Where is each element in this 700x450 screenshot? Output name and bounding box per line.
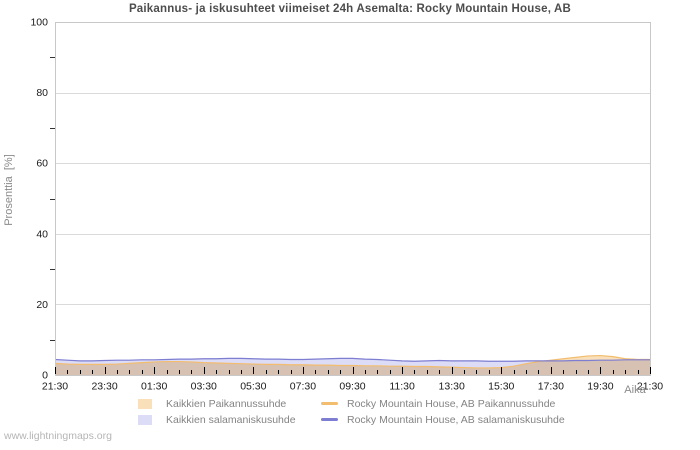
- svg-text:09:30: 09:30: [339, 380, 366, 393]
- legend-area-swatch: [138, 399, 152, 409]
- svg-text:60: 60: [36, 157, 48, 170]
- x-axis-label: Aika: [624, 384, 646, 396]
- watermark: www.lightningmaps.org: [4, 430, 112, 442]
- legend-area-swatch: [138, 415, 152, 425]
- legend-label: Kaikkien salamaniskusuhde: [166, 413, 296, 426]
- legend-label: Kaikkien Paikannussuhde: [166, 397, 287, 410]
- svg-text:13:30: 13:30: [438, 380, 465, 393]
- svg-text:80: 80: [36, 87, 48, 100]
- svg-text:11:30: 11:30: [389, 380, 415, 393]
- chart-title: Paikannus- ja iskusuhteet viimeiset 24h Asemalta: Rocky Mountain House, AB: [128, 3, 572, 15]
- svg-text:20: 20: [36, 298, 48, 311]
- legend-label: Rocky Mountain House, AB Paikannussuhde: [347, 397, 556, 410]
- svg-text:07:30: 07:30: [289, 380, 317, 393]
- svg-text:05:30: 05:30: [240, 380, 267, 393]
- svg-text:21:30: 21:30: [636, 380, 664, 393]
- legend-item: [321, 397, 565, 410]
- svg-text:21:30: 21:30: [41, 380, 69, 393]
- svg-text:23:30: 23:30: [91, 380, 118, 393]
- svg-text:100: 100: [30, 16, 48, 29]
- legend-item: [321, 413, 565, 426]
- legend: [138, 397, 565, 426]
- svg-text:19:30: 19:30: [587, 380, 614, 393]
- svg-text:15:30: 15:30: [488, 380, 515, 393]
- legend-line-swatch: [321, 402, 338, 405]
- svg-text:03:30: 03:30: [190, 380, 217, 393]
- svg-text:40: 40: [36, 228, 48, 241]
- y-axis-label: Prosenttia [%]: [3, 154, 15, 226]
- legend-label: Rocky Mountain House, AB salamaniskusuhde: [347, 413, 565, 426]
- legend-line-swatch: [321, 418, 338, 421]
- legend-item: [138, 413, 321, 426]
- legend-item: [138, 397, 321, 410]
- svg-text:0: 0: [42, 369, 48, 382]
- svg-text:01:30: 01:30: [141, 380, 168, 393]
- svg-text:17:30: 17:30: [537, 380, 564, 393]
